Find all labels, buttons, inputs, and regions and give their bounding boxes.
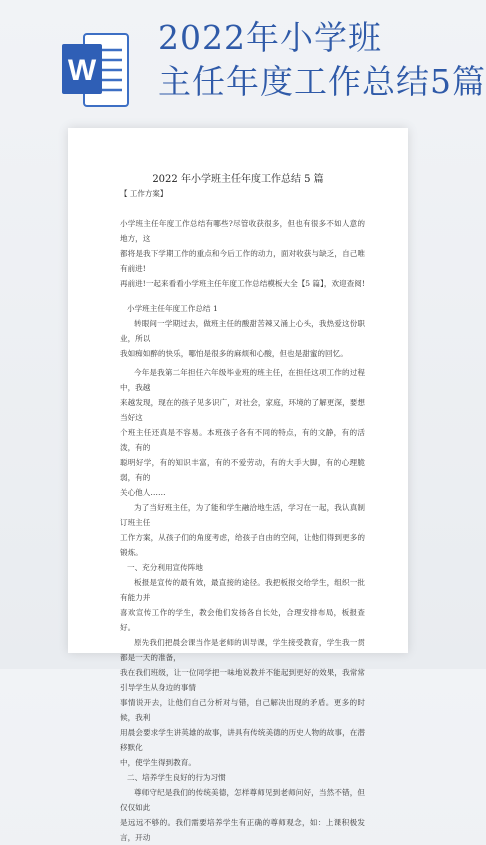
text-line: 小学班主任年度工作总结有哪些?尽管收获很多，但也有很多不如人意的地方，这: [120, 219, 365, 243]
document-page: [68, 128, 408, 842]
intro-paragraph: [120, 216, 365, 291]
word-document-icon: [62, 30, 130, 110]
heading-1: 一、充分利用宣传阵地: [127, 563, 203, 572]
paragraph-1: [120, 316, 365, 361]
text-line: 中，使学生得到教育。: [120, 758, 196, 767]
text-line: 我如痴如醉的快乐，哪怕是很多的麻烦和心酸，但也是甜蜜的回忆。: [120, 349, 348, 358]
text-line: 用晨会要求学生讲英雄的故事，讲具有传统美德的历史人物的故事，在潜移默化: [120, 728, 365, 752]
text-line: 聪明好学，有的知识丰富，有的不爱劳动，有的大手大脚，有的心理脆弱，有的: [120, 458, 365, 482]
heading-2: 二、培养学生良好的行为习惯: [127, 773, 226, 782]
text-line: 原先我们把晨会课当作是老师的训导课，学生接受教育，学生我一贯都是一天的准备，: [120, 638, 365, 662]
document-body: [120, 216, 365, 845]
banner-title: [158, 16, 486, 104]
text-line: 是远远不够的。我们需要培养学生有正确的尊师观念，如：上课积极发言，开动: [120, 818, 365, 842]
paragraph-6: [120, 785, 365, 845]
text-line: 喜欢宣传工作的学生，教会他们发扬各自长处，合理安排布局，板报查好。: [120, 608, 365, 632]
paragraph-5: [120, 635, 365, 770]
text-line: 我在我们班级，让一位同学把一味地说教并不能起到更好的效果，我常常引导学生从身边的事情: [120, 668, 365, 692]
paragraph-4: [120, 575, 365, 635]
text-line: 都将是我下学期工作的重点和今后工作的动力，面对收获与缺乏，自己唯有前进!: [120, 249, 365, 273]
text-line: 个班主任还真是不容易。本班孩子各有不同的特点，有的文静，有的活泼，有的: [120, 428, 365, 452]
category-tag: 【 工作方案】: [120, 189, 168, 198]
banner-title-line2: 主任年度工作总结5篇: [158, 62, 486, 101]
paragraph-2: [120, 365, 365, 500]
section-title: 小学班主任年度工作总结 1: [127, 304, 218, 313]
text-line: 事情说开去，让他们自己分析对与错，自己解决出现的矛盾。更多的时候，我利: [120, 698, 365, 722]
text-line: 关心他人……: [120, 488, 166, 497]
text-line: 板报是宣传的最有效，最直接的途径。我把板报交给学生，组织一批有能力并: [120, 578, 365, 602]
text-line: 转眼间一学期过去，做班主任的酸甜苦辣又涌上心头，我热爱这份职业，所以: [120, 319, 365, 343]
paragraph-3: [120, 500, 365, 560]
text-line: 今年是我第二年担任六年级毕业班的班主任，在担任这项工作的过程中，我越: [120, 368, 365, 392]
text-line: 再前进!一起来看看小学班主任年度工作总结模板大全【5 篇】，欢迎查阅!: [120, 279, 365, 288]
banner: [0, 0, 486, 118]
word-letter: W: [67, 54, 97, 87]
text-line: 尊师守纪是我们的传统美德，怎样尊师见到老师问好，当然不错，但仅仅如此: [120, 788, 365, 812]
text-line: 工作方案，从孩子们的角度考虑，给孩子自由的空间，让他们得到更多的锻炼。: [120, 533, 365, 557]
document-title: 2022 年小学班主任年度工作总结 5 篇: [152, 174, 324, 185]
text-line: 来越发现，现在的孩子见多识广，对社会，家庭，环境的了解更深，要想当好这: [120, 398, 365, 422]
text-line: 为了当好班主任，为了能和学生融洽地生活，学习在一起，我认真制订班主任: [120, 503, 365, 527]
banner-title-line1: 2022年小学班: [158, 18, 382, 57]
